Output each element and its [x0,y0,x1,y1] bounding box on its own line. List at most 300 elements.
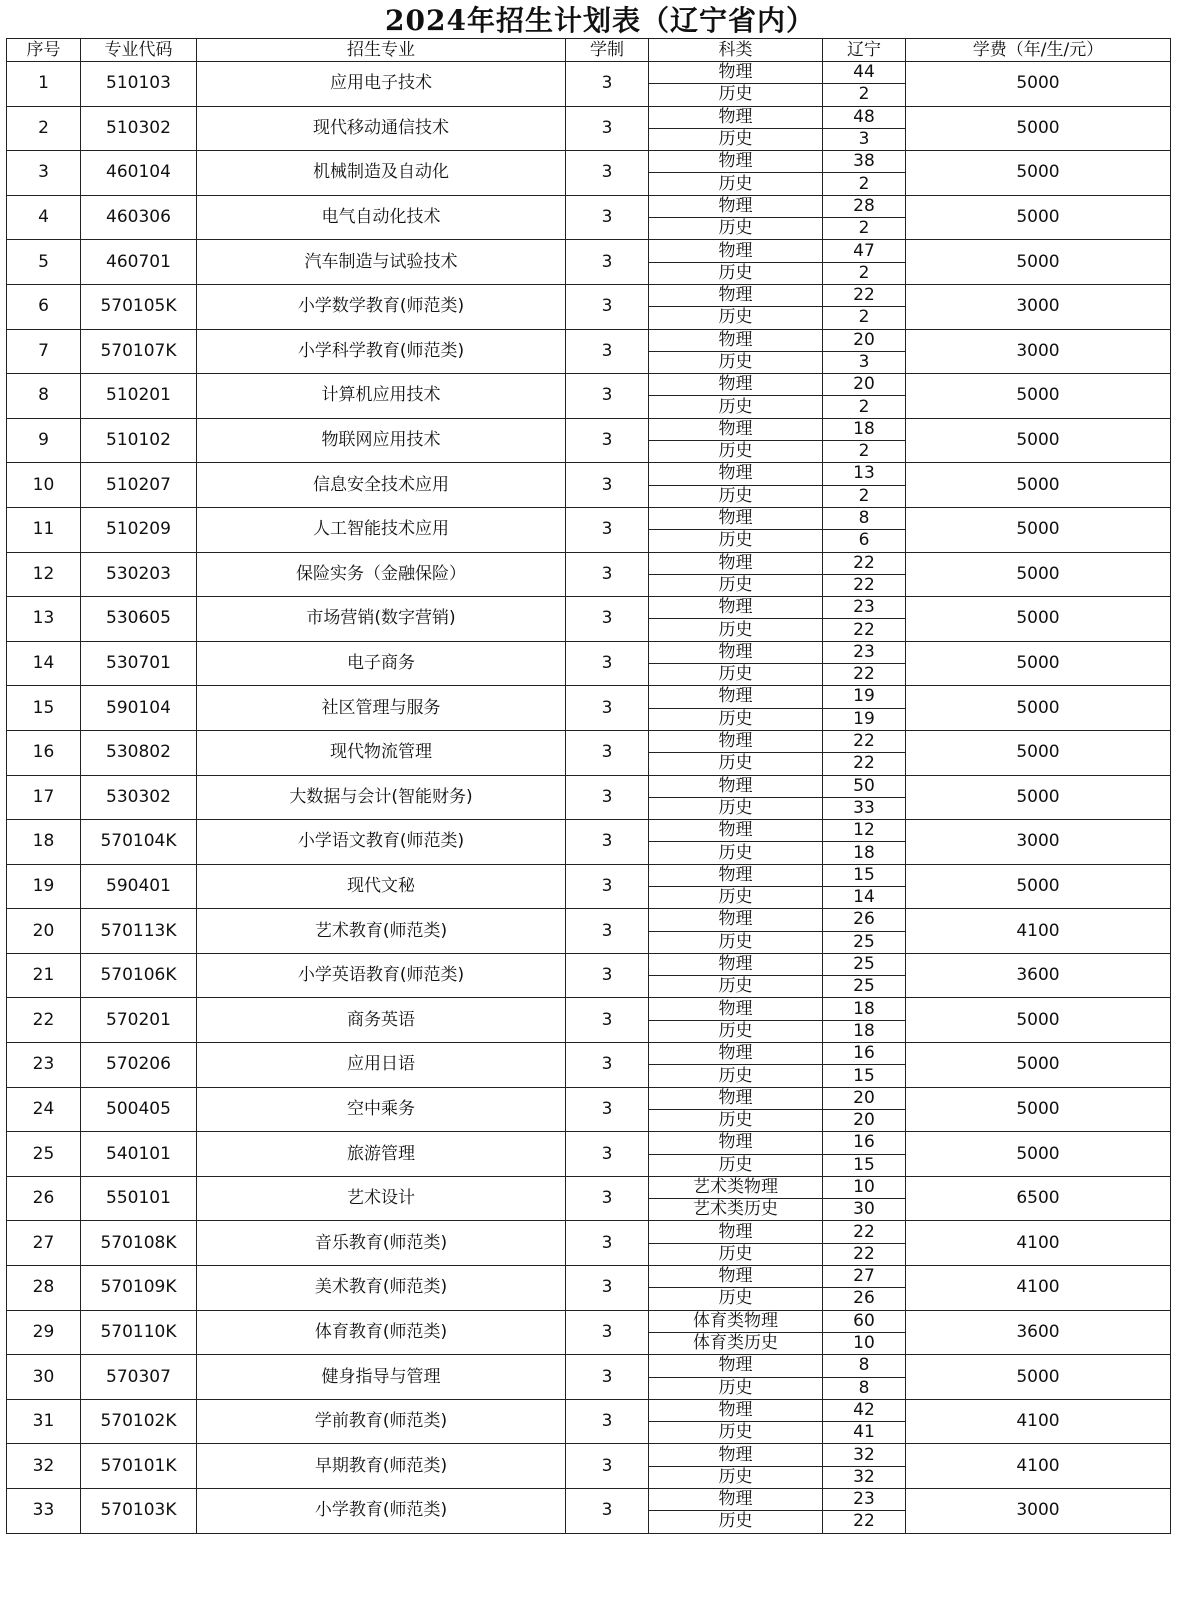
liaoning-quota: 26 [823,909,906,931]
liaoning-quota: 38 [823,151,906,173]
major-name: 艺术教育(师范类) [197,909,566,954]
liaoning-quota: 15 [823,1154,906,1176]
liaoning-quota: 20 [823,374,906,396]
subject-category: 历史 [649,1154,823,1176]
major-name: 艺术设计 [197,1176,566,1221]
tuition-fee: 5000 [906,1087,1171,1132]
row-number: 19 [7,864,81,909]
major-code: 590401 [81,864,197,909]
subject-category: 物理 [649,151,823,173]
table-row [7,418,1171,440]
liaoning-quota: 2 [823,485,906,507]
major-name: 大数据与会计(智能财务) [197,775,566,820]
enrollment-plan-table [6,38,1171,1534]
major-code: 570109K [81,1266,197,1311]
table-row [7,1221,1171,1243]
study-years: 3 [566,418,649,463]
header-liaoning: 辽宁 [823,39,906,62]
tuition-fee: 3600 [906,1310,1171,1355]
subject-category: 历史 [649,396,823,418]
tuition-fee: 5000 [906,864,1171,909]
header-fee: 学费（年/生/元） [906,39,1171,62]
subject-category: 物理 [649,1132,823,1154]
liaoning-quota: 2 [823,84,906,106]
table-row [7,1087,1171,1109]
liaoning-quota: 10 [823,1176,906,1198]
study-years: 3 [566,597,649,642]
subject-category: 物理 [649,1489,823,1511]
major-name: 小学语文教育(师范类) [197,820,566,865]
header-years: 学制 [566,39,649,62]
row-number: 13 [7,597,81,642]
subject-category: 历史 [649,351,823,373]
subject-category: 体育类历史 [649,1332,823,1354]
table-row [7,374,1171,396]
subject-category: 物理 [649,195,823,217]
liaoning-quota: 2 [823,396,906,418]
study-years: 3 [566,151,649,196]
subject-category: 物理 [649,864,823,886]
liaoning-quota: 22 [823,753,906,775]
subject-category: 物理 [649,463,823,485]
tuition-fee: 5000 [906,1355,1171,1400]
liaoning-quota: 2 [823,307,906,329]
subject-category: 历史 [649,886,823,908]
liaoning-quota: 22 [823,1221,906,1243]
liaoning-quota: 14 [823,886,906,908]
major-name: 健身指导与管理 [197,1355,566,1400]
major-name: 空中乘务 [197,1087,566,1132]
tuition-fee: 5000 [906,62,1171,107]
liaoning-quota: 20 [823,329,906,351]
major-code: 570307 [81,1355,197,1400]
study-years: 3 [566,1087,649,1132]
major-name: 小学科学教育(师范类) [197,329,566,374]
row-number: 8 [7,374,81,419]
major-code: 510103 [81,62,197,107]
liaoning-quota: 25 [823,931,906,953]
liaoning-quota: 2 [823,218,906,240]
row-number: 23 [7,1043,81,1088]
row-number: 32 [7,1444,81,1489]
table-row [7,998,1171,1020]
liaoning-quota: 2 [823,262,906,284]
major-name: 应用日语 [197,1043,566,1088]
table-body [7,62,1171,1534]
liaoning-quota: 18 [823,1020,906,1042]
row-number: 12 [7,552,81,597]
tuition-fee: 6500 [906,1176,1171,1221]
liaoning-quota: 23 [823,597,906,619]
major-code: 460104 [81,151,197,196]
study-years: 3 [566,909,649,954]
row-number: 9 [7,418,81,463]
subject-category: 物理 [649,730,823,752]
table-row [7,1399,1171,1421]
subject-category: 历史 [649,84,823,106]
major-code: 510207 [81,463,197,508]
major-name: 小学教育(师范类) [197,1489,566,1534]
study-years: 3 [566,1132,649,1177]
subject-category: 物理 [649,1087,823,1109]
major-name: 保险实务（金融保险） [197,552,566,597]
major-name: 早期教育(师范类) [197,1444,566,1489]
table-row [7,62,1171,84]
tuition-fee: 4100 [906,1399,1171,1444]
major-name: 现代移动通信技术 [197,106,566,151]
major-code: 570107K [81,329,197,374]
major-name: 现代物流管理 [197,730,566,775]
study-years: 3 [566,998,649,1043]
row-number: 29 [7,1310,81,1355]
row-number: 5 [7,240,81,285]
subject-category: 物理 [649,820,823,842]
subject-category: 历史 [649,1020,823,1042]
subject-category: 物理 [649,597,823,619]
study-years: 3 [566,775,649,820]
liaoning-quota: 60 [823,1310,906,1332]
row-number: 30 [7,1355,81,1400]
tuition-fee: 5000 [906,463,1171,508]
subject-category: 历史 [649,1422,823,1444]
liaoning-quota: 28 [823,195,906,217]
subject-category: 历史 [649,262,823,284]
tuition-fee: 5000 [906,686,1171,731]
liaoning-quota: 22 [823,730,906,752]
table-row [7,641,1171,663]
tuition-fee: 3600 [906,953,1171,998]
subject-category: 历史 [649,218,823,240]
subject-category: 历史 [649,128,823,150]
subject-category: 历史 [649,574,823,596]
major-name: 电气自动化技术 [197,195,566,240]
row-number: 10 [7,463,81,508]
table-row [7,195,1171,217]
major-code: 570104K [81,820,197,865]
subject-category: 物理 [649,552,823,574]
liaoning-quota: 19 [823,686,906,708]
liaoning-quota: 18 [823,842,906,864]
major-code: 550101 [81,1176,197,1221]
table-row [7,1489,1171,1511]
major-name: 应用电子技术 [197,62,566,107]
tuition-fee: 5000 [906,1132,1171,1177]
liaoning-quota: 22 [823,1511,906,1533]
subject-category: 历史 [649,931,823,953]
tuition-fee: 5000 [906,374,1171,419]
table-row [7,240,1171,262]
liaoning-quota: 23 [823,641,906,663]
subject-category: 历史 [649,753,823,775]
major-code: 540101 [81,1132,197,1177]
table-row [7,597,1171,619]
liaoning-quota: 8 [823,1377,906,1399]
table-row [7,1176,1171,1198]
liaoning-quota: 50 [823,775,906,797]
tuition-fee: 5000 [906,641,1171,686]
row-number: 33 [7,1489,81,1534]
major-name: 小学数学教育(师范类) [197,284,566,329]
study-years: 3 [566,463,649,508]
liaoning-quota: 18 [823,418,906,440]
major-name: 商务英语 [197,998,566,1043]
major-code: 530802 [81,730,197,775]
liaoning-quota: 26 [823,1288,906,1310]
tuition-fee: 5000 [906,597,1171,642]
tuition-fee: 4100 [906,909,1171,954]
liaoning-quota: 8 [823,1355,906,1377]
major-code: 460306 [81,195,197,240]
liaoning-quota: 20 [823,1109,906,1131]
major-code: 500405 [81,1087,197,1132]
liaoning-quota: 10 [823,1332,906,1354]
subject-category: 物理 [649,953,823,975]
row-number: 25 [7,1132,81,1177]
major-code: 510209 [81,507,197,552]
liaoning-quota: 22 [823,1243,906,1265]
row-number: 26 [7,1176,81,1221]
study-years: 3 [566,1489,649,1534]
liaoning-quota: 18 [823,998,906,1020]
liaoning-quota: 22 [823,284,906,306]
liaoning-quota: 22 [823,619,906,641]
subject-category: 历史 [649,619,823,641]
table-row [7,953,1171,975]
subject-category: 物理 [649,641,823,663]
tuition-fee: 5000 [906,151,1171,196]
tuition-fee: 3000 [906,820,1171,865]
major-code: 570105K [81,284,197,329]
row-number: 24 [7,1087,81,1132]
liaoning-quota: 2 [823,173,906,195]
tuition-fee: 4100 [906,1266,1171,1311]
subject-category: 历史 [649,1377,823,1399]
liaoning-quota: 33 [823,797,906,819]
major-name: 市场营销(数字营销) [197,597,566,642]
subject-category: 历史 [649,842,823,864]
study-years: 3 [566,374,649,419]
page-title: 2024年招生计划表（辽宁省内） [385,4,815,37]
liaoning-quota: 32 [823,1444,906,1466]
subject-category: 历史 [649,1466,823,1488]
major-code: 570206 [81,1043,197,1088]
major-name: 信息安全技术应用 [197,463,566,508]
subject-category: 物理 [649,1043,823,1065]
liaoning-quota: 30 [823,1199,906,1221]
subject-category: 历史 [649,976,823,998]
subject-category: 历史 [649,530,823,552]
study-years: 3 [566,507,649,552]
major-code: 570101K [81,1444,197,1489]
subject-category: 物理 [649,1355,823,1377]
subject-category: 物理 [649,1221,823,1243]
table-row [7,284,1171,306]
table-row [7,552,1171,574]
tuition-fee: 3000 [906,284,1171,329]
liaoning-quota: 3 [823,128,906,150]
liaoning-quota: 25 [823,953,906,975]
subject-category: 艺术类物理 [649,1176,823,1198]
subject-category: 物理 [649,240,823,262]
study-years: 3 [566,1355,649,1400]
tuition-fee: 5000 [906,240,1171,285]
row-number: 16 [7,730,81,775]
study-years: 3 [566,552,649,597]
subject-category: 物理 [649,1399,823,1421]
liaoning-quota: 22 [823,574,906,596]
major-code: 510302 [81,106,197,151]
table-row [7,686,1171,708]
subject-category: 物理 [649,284,823,306]
table-row [7,329,1171,351]
row-number: 6 [7,284,81,329]
liaoning-quota: 23 [823,1489,906,1511]
table-row [7,1444,1171,1466]
subject-category: 物理 [649,998,823,1020]
study-years: 3 [566,284,649,329]
major-name: 学前教育(师范类) [197,1399,566,1444]
liaoning-quota: 25 [823,976,906,998]
liaoning-quota: 22 [823,664,906,686]
major-code: 590104 [81,686,197,731]
table-row [7,1043,1171,1065]
subject-category: 历史 [649,664,823,686]
study-years: 3 [566,1043,649,1088]
study-years: 3 [566,730,649,775]
study-years: 3 [566,1176,649,1221]
liaoning-quota: 48 [823,106,906,128]
tuition-fee: 3000 [906,329,1171,374]
subject-category: 历史 [649,797,823,819]
table-row [7,1132,1171,1154]
study-years: 3 [566,953,649,998]
major-name: 汽车制造与试验技术 [197,240,566,285]
table-row [7,1266,1171,1288]
major-code: 570103K [81,1489,197,1534]
major-code: 460701 [81,240,197,285]
major-name: 现代文秘 [197,864,566,909]
tuition-fee: 5000 [906,507,1171,552]
tuition-fee: 5000 [906,998,1171,1043]
subject-category: 物理 [649,686,823,708]
study-years: 3 [566,62,649,107]
row-number: 22 [7,998,81,1043]
tuition-fee: 4100 [906,1444,1171,1489]
table-row [7,909,1171,931]
tuition-fee: 5000 [906,418,1171,463]
major-name: 物联网应用技术 [197,418,566,463]
liaoning-quota: 15 [823,864,906,886]
study-years: 3 [566,1221,649,1266]
major-name: 美术教育(师范类) [197,1266,566,1311]
table-row [7,1310,1171,1332]
tuition-fee: 5000 [906,730,1171,775]
major-code: 530701 [81,641,197,686]
row-number: 17 [7,775,81,820]
tuition-fee: 5000 [906,106,1171,151]
major-code: 570201 [81,998,197,1043]
study-years: 3 [566,106,649,151]
study-years: 3 [566,641,649,686]
row-number: 11 [7,507,81,552]
liaoning-quota: 2 [823,441,906,463]
liaoning-quota: 32 [823,1466,906,1488]
major-code: 570102K [81,1399,197,1444]
table-row [7,864,1171,886]
liaoning-quota: 27 [823,1266,906,1288]
subject-category: 物理 [649,329,823,351]
row-number: 14 [7,641,81,686]
study-years: 3 [566,1266,649,1311]
tuition-fee: 5000 [906,1043,1171,1088]
liaoning-quota: 6 [823,530,906,552]
subject-category: 物理 [649,775,823,797]
subject-category: 历史 [649,1109,823,1131]
study-years: 3 [566,195,649,240]
study-years: 3 [566,1310,649,1355]
row-number: 21 [7,953,81,998]
major-name: 旅游管理 [197,1132,566,1177]
liaoning-quota: 19 [823,708,906,730]
study-years: 3 [566,1444,649,1489]
row-number: 31 [7,1399,81,1444]
tuition-fee: 5000 [906,775,1171,820]
major-name: 人工智能技术应用 [197,507,566,552]
study-years: 3 [566,686,649,731]
header-major: 招生专业 [197,39,566,62]
study-years: 3 [566,1399,649,1444]
major-name: 机械制造及自动化 [197,151,566,196]
major-code: 570108K [81,1221,197,1266]
liaoning-quota: 15 [823,1065,906,1087]
major-code: 530203 [81,552,197,597]
major-name: 小学英语教育(师范类) [197,953,566,998]
row-number: 28 [7,1266,81,1311]
table-row [7,730,1171,752]
major-code: 510201 [81,374,197,419]
major-code: 570106K [81,953,197,998]
subject-category: 历史 [649,1511,823,1533]
major-code: 570110K [81,1310,197,1355]
row-number: 4 [7,195,81,240]
major-name: 音乐教育(师范类) [197,1221,566,1266]
subject-category: 物理 [649,909,823,931]
liaoning-quota: 13 [823,463,906,485]
header-subject: 科类 [649,39,823,62]
liaoning-quota: 12 [823,820,906,842]
table-row [7,1355,1171,1377]
header-row [7,39,1171,62]
subject-category: 物理 [649,1266,823,1288]
row-number: 15 [7,686,81,731]
tuition-fee: 5000 [906,195,1171,240]
major-code: 510102 [81,418,197,463]
liaoning-quota: 42 [823,1399,906,1421]
study-years: 3 [566,240,649,285]
major-code: 570113K [81,909,197,954]
major-name: 计算机应用技术 [197,374,566,419]
header-no: 序号 [7,39,81,62]
subject-category: 体育类物理 [649,1310,823,1332]
major-code: 530302 [81,775,197,820]
liaoning-quota: 20 [823,1087,906,1109]
liaoning-quota: 47 [823,240,906,262]
table-row [7,775,1171,797]
subject-category: 历史 [649,1288,823,1310]
subject-category: 历史 [649,173,823,195]
liaoning-quota: 41 [823,1422,906,1444]
row-number: 7 [7,329,81,374]
